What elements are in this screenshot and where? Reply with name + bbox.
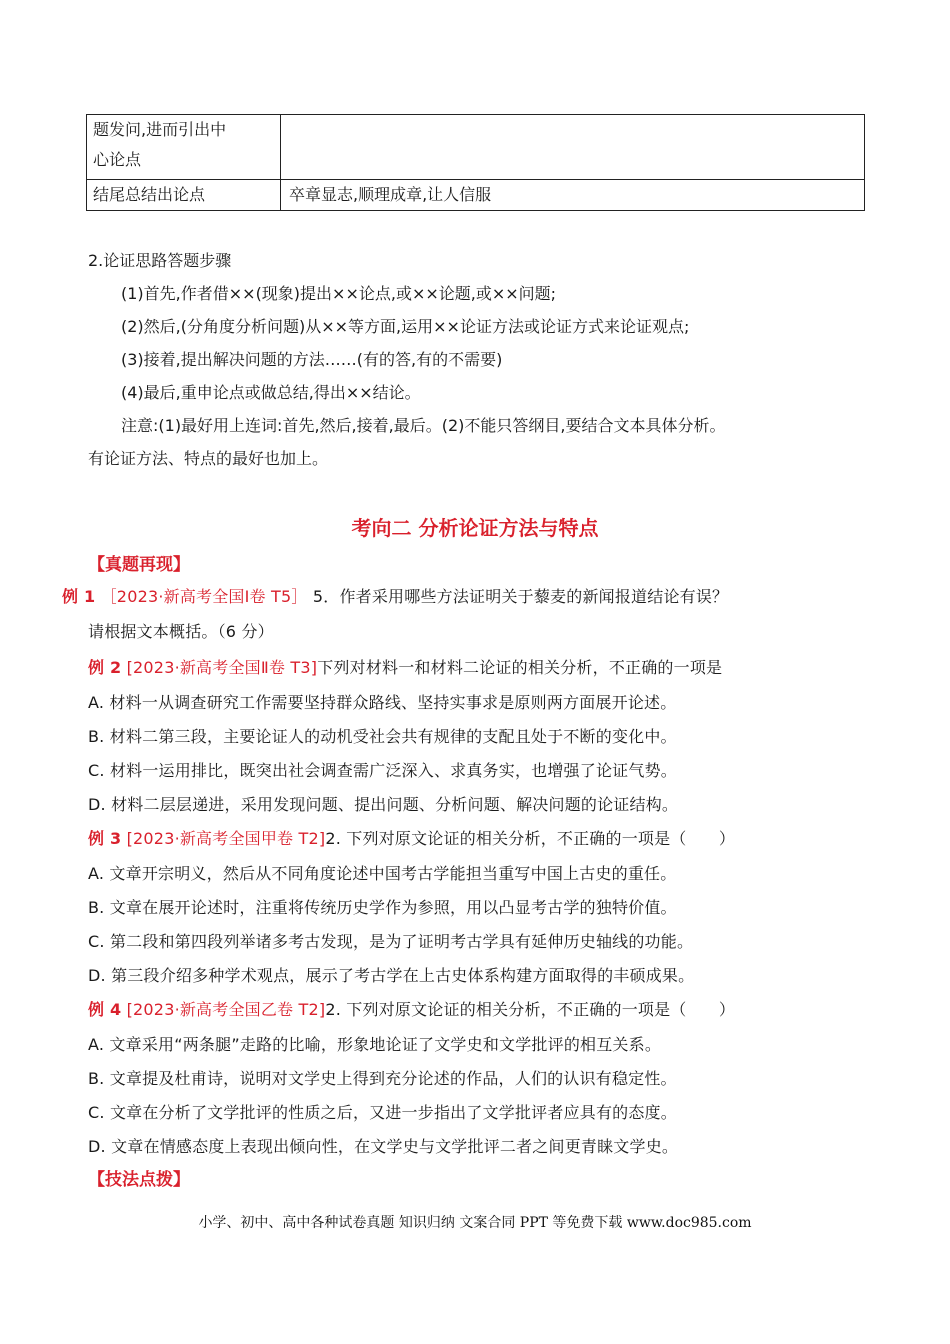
page-footer: 小学、初中、高中各种试卷真题 知识归纳 文案合同 PPT 等免费下载 www.doc985.com — [198, 1215, 752, 1231]
option-d: D. 文章在情感态度上表现出倾向性，在文学史与文学批评二者之间更青睐文学史。 — [88, 1137, 679, 1156]
note-text: 有论证方法、特点的最好也加上。 — [88, 449, 329, 468]
table-cell: 结尾总结出论点 — [87, 180, 281, 211]
step-item: (4)最后,重申论点或做总结,得出××结论。 — [121, 383, 421, 402]
step-item: (1)首先,作者借××(现象)提出××论点,或××论题,或××问题; — [121, 284, 557, 303]
option-b: B. 文章在展开论述时，注重将传统历史学作为参照，用以凸显考古学的独特价值。 — [88, 898, 677, 917]
example-3-question — [88, 826, 735, 849]
section-title: 考向二 分析论证方法与特点 — [351, 516, 599, 540]
cell-text: 题发问,进而引出中 — [93, 120, 227, 139]
cell-text: 心论点 — [93, 150, 142, 169]
tips-label: 【技法点拨】 — [88, 1170, 190, 1190]
table-cell — [281, 115, 865, 180]
option-b: B. 文章提及杜甫诗，说明对文学史上得到充分论述的作品，人们的认识有稳定性。 — [88, 1069, 677, 1088]
option-d: D. 第三段介绍多种学术观点，展示了考古学在上古史体系构建方面取得的丰硕成果。 — [88, 966, 695, 985]
question-text: 下列对材料一和材料二论证的相关分析，不正确的一项是 — [317, 658, 723, 677]
step-item: (2)然后,(分角度分析问题)从××等方面,运用××论证方法或论证方式来论证观点; — [121, 317, 690, 336]
option-a: A. 材料一从调查研究工作需要坚持群众路线、坚持实事求是原则两方面展开论述。 — [88, 693, 677, 712]
question-text: 2. 下列对原文论证的相关分析，不正确的一项是（ ） — [325, 829, 736, 848]
question-text: 5．作者采用哪些方法证明关于藜麦的新闻报道结论有误？ — [312, 587, 729, 606]
option-c: C. 第二段和第四段列举诸多考古发现，是为了证明考古学具有延伸历史轴线的功能。 — [88, 932, 694, 951]
example-2-question — [88, 655, 722, 678]
question-text: 请根据文本概括。（6 分） — [88, 622, 274, 641]
step-item: (3)接着,提出解决问题的方法……(有的答,有的不需要) — [121, 350, 503, 369]
example-label: 例 1 — [62, 587, 96, 606]
example-label: 例 3 — [88, 829, 122, 848]
real-questions-label: 【真题再现】 — [88, 555, 190, 575]
example-1-question — [62, 584, 728, 607]
table-cell — [87, 115, 281, 180]
table-row — [87, 180, 865, 211]
example-source: [2023·新高考全国乙卷 T2] — [126, 1000, 326, 1019]
example-source: [2023·新高考全国甲卷 T2] — [126, 829, 326, 848]
example-4-question — [88, 997, 735, 1020]
option-a: A. 文章开宗明义，然后从不同角度论述中国考古学能担当重写中国上古史的重任。 — [88, 864, 677, 883]
example-label: 例 4 — [88, 1000, 122, 1019]
steps-heading: 2.论证思路答题步骤 — [88, 251, 232, 270]
example-source: ［2023·新高考全国Ⅰ卷 T5］ — [100, 587, 308, 606]
option-c: C. 文章在分析了文学批评的性质之后，又进一步指出了文学批评者应具有的态度。 — [88, 1103, 677, 1122]
option-a: A. 文章采用“两条腿”走路的比喻，形象地论证了文学史和文学批评的相互关系。 — [88, 1035, 662, 1054]
argument-structure-table — [86, 114, 865, 211]
example-label: 例 2 — [88, 658, 122, 677]
note-text: 注意:(1)最好用上连词:首先,然后,接着,最后。(2)不能只答纲目,要结合文本具体分析。 — [121, 416, 726, 435]
option-c: C. 材料一运用排比，既突出社会调查需广泛深入、求真务实，也增强了论证气势。 — [88, 761, 677, 780]
option-d: D. 材料二层层递进，采用发现问题、提出问题、分析问题、解决问题的论证结构。 — [88, 795, 679, 814]
table-row — [87, 115, 865, 180]
example-source: [2023·新高考全国Ⅱ卷 T3] — [126, 658, 318, 677]
table-cell: 卒章显志,顺理成章,让人信服 — [281, 180, 865, 211]
option-b: B. 材料二第三段，主要论证人的动机受社会共有规律的支配且处于不断的变化中。 — [88, 727, 677, 746]
question-text: 2. 下列对原文论证的相关分析，不正确的一项是（ ） — [325, 1000, 736, 1019]
